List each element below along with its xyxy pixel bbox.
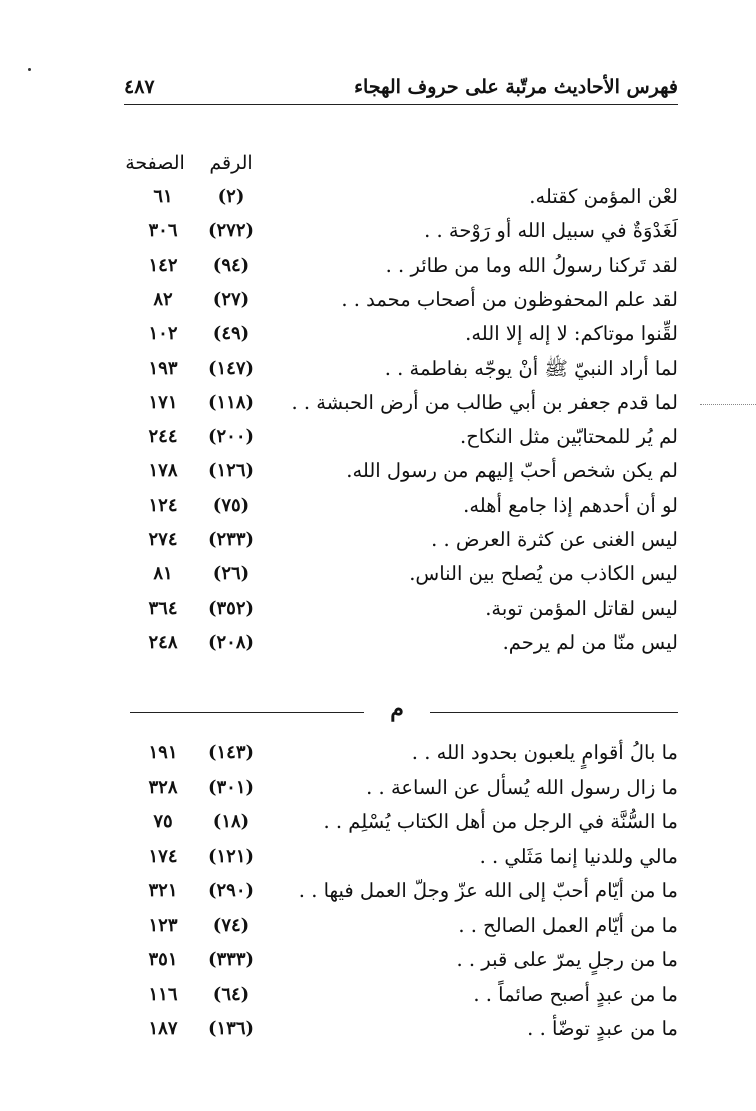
hadith-page: ٦١ — [153, 186, 173, 207]
hadith-text: لَغَدْوَةٌ في سبيل الله أو رَوْحة . . — [424, 219, 678, 243]
hadith-page: ٢٤٨ — [148, 631, 178, 653]
hadith-page: ٢٤٤ — [148, 426, 178, 448]
hadith-text: لعْن المؤمن كقتله. — [529, 185, 678, 208]
header-rule — [124, 104, 678, 105]
hadith-row — [80, 558, 678, 592]
hadith-number: (١١٨) — [207, 391, 255, 413]
hadith-text: لقِّنوا موتاكم: لا إله إلا الله. — [465, 322, 678, 346]
margin-mark — [700, 404, 756, 405]
header-page-number: ٤٨٧ — [124, 76, 155, 98]
hadith-text: ليس لقاتل المؤمن توبة. — [485, 596, 678, 620]
hadith-row — [80, 979, 678, 1013]
hadith-text: ما من عبدٍ توضّأ . . — [527, 1017, 678, 1040]
hadith-number: (٢٧) — [212, 288, 250, 310]
hadith-row — [80, 737, 678, 771]
hadith-page: ١٠٢ — [148, 323, 178, 345]
header-title: فهرس الأحاديث مرتّبة على حروف الهجاء — [354, 76, 678, 98]
hadith-number: (٢٣٣) — [207, 529, 255, 550]
hadith-text: ليس الغنى عن كثرة العرض . . — [431, 528, 678, 551]
hadith-text: مالي وللدنيا إنما مَثَلي . . — [479, 844, 678, 868]
hadith-number: (٣٠١) — [207, 776, 255, 798]
hadith-number: (١٤٣) — [207, 742, 255, 763]
hadith-number: (٤٩) — [212, 323, 250, 345]
hadith-number: (١٣٦) — [207, 1018, 255, 1039]
hadith-number: (٢٦) — [212, 563, 250, 585]
hadith-number: (٢٠٨) — [207, 631, 255, 653]
hadith-row — [80, 215, 678, 249]
hadith-row — [80, 490, 678, 524]
margin-dot — [28, 68, 31, 71]
hadith-text: لما أراد النبيّ ﷺ أنْ يوجّه بفاطمة . . — [384, 356, 678, 380]
hadith-row — [80, 421, 678, 455]
hadith-page: ١٤٢ — [148, 254, 178, 276]
hadith-page: ٨١ — [153, 563, 173, 585]
hadith-number: (٧٤) — [212, 914, 250, 936]
hadith-row — [80, 593, 678, 627]
hadith-page: ١٢٤ — [148, 494, 178, 516]
hadith-row — [80, 284, 678, 318]
hadith-page: ١٧٤ — [148, 845, 178, 867]
hadith-row — [80, 772, 678, 806]
hadith-text: لم يكن شخص أحبّ إليهم من رسول الله. — [346, 459, 678, 483]
hadith-page: ١١٦ — [148, 983, 178, 1005]
hadith-page: ٣٦٤ — [148, 597, 178, 619]
hadith-number: (٣٣٣) — [207, 949, 255, 970]
hadith-number: (٧٥) — [212, 494, 250, 516]
hadith-text: ليس منّا من لم يرحم. — [502, 630, 678, 654]
hadith-number: (٩٤) — [212, 254, 250, 276]
section-divider-left — [130, 712, 364, 713]
column-header-number: الرقم — [209, 152, 253, 174]
hadith-text: لما قدم جعفر بن أبي طالب من أرض الحبشة . . — [291, 390, 678, 414]
hadith-text: ما من عبدٍ أصبح صائماً . . — [473, 982, 678, 1006]
hadith-number: (٣٥٢) — [207, 597, 255, 619]
hadith-text: ما زال رسول الله يُسأل عن الساعة . . — [366, 775, 678, 799]
hadith-number: (١٢٦) — [207, 460, 255, 482]
hadith-page: ٣٢٨ — [148, 776, 178, 798]
hadith-text: لقد علم المحفوظون من أصحاب محمد . . — [341, 287, 678, 311]
hadith-number: (٢٠٠) — [207, 426, 255, 448]
hadith-row — [80, 910, 678, 944]
hadith-number: (١٤٧) — [207, 357, 255, 379]
hadith-text: ما من أيّام العمل الصالح . . — [458, 913, 678, 937]
hadith-text: ليس الكاذب من يُصلح بين الناس. — [409, 562, 678, 586]
hadith-row — [80, 250, 678, 284]
hadith-row — [80, 875, 678, 909]
hadith-number: (١٨) — [212, 811, 250, 832]
hadith-row — [80, 944, 678, 978]
hadith-text: لم يُر للمحتابّين مثل النكاح. — [460, 425, 678, 449]
hadith-page: ١٨٧ — [148, 1018, 178, 1039]
hadith-number: (٢٧٢) — [207, 220, 255, 242]
hadith-row — [80, 181, 678, 215]
hadith-text: لقد تَركنا رسولُ الله وما من طائر . . — [385, 253, 678, 277]
section-divider-right — [430, 712, 678, 713]
hadith-page: ٣٠٦ — [148, 220, 178, 242]
hadith-number: (٦٤) — [212, 983, 250, 1005]
hadith-number: (٢٩٠) — [207, 880, 255, 901]
hadith-row — [80, 387, 678, 421]
hadith-row — [80, 841, 678, 875]
hadith-page: ٢٧٤ — [148, 529, 178, 550]
hadith-page: ١٧٨ — [148, 460, 178, 482]
hadith-page: ١٩٣ — [148, 357, 178, 379]
hadith-page: ٣٥١ — [148, 949, 178, 970]
hadith-row — [80, 806, 678, 840]
hadith-page: ١٢٣ — [148, 914, 178, 936]
hadith-row — [80, 627, 678, 661]
hadith-text: ما بالُ أقوامٍ يلعبون بحدود الله . . — [411, 741, 678, 764]
section-letter-mim: م — [390, 696, 404, 722]
hadith-page: ٧٥ — [153, 811, 173, 832]
hadith-text: ما السُّنَّة في الرجل من أهل الكتاب يُسْلِم . . — [323, 810, 678, 833]
hadith-number: (٢) — [217, 186, 245, 207]
hadith-number: (١٢١) — [207, 845, 255, 867]
hadith-row — [80, 353, 678, 387]
column-header-page: الصفحة — [125, 152, 185, 174]
hadith-text: ما من رجلٍ يمرّ على قبر . . — [456, 948, 678, 971]
hadith-row — [80, 1013, 678, 1047]
hadith-page: ٨٢ — [153, 288, 173, 310]
hadith-page: ١٩١ — [148, 742, 178, 763]
hadith-row — [80, 318, 678, 352]
hadith-page: ١٧١ — [148, 391, 178, 413]
hadith-text: لو أن أحدهم إذا جامع أهله. — [463, 493, 678, 517]
hadith-text: ما من أيّام أحبّ إلى الله عزّ وجلّ العمل فيها . . — [298, 879, 678, 902]
hadith-row — [80, 524, 678, 558]
hadith-page: ٣٢١ — [148, 880, 178, 901]
hadith-row — [80, 455, 678, 489]
